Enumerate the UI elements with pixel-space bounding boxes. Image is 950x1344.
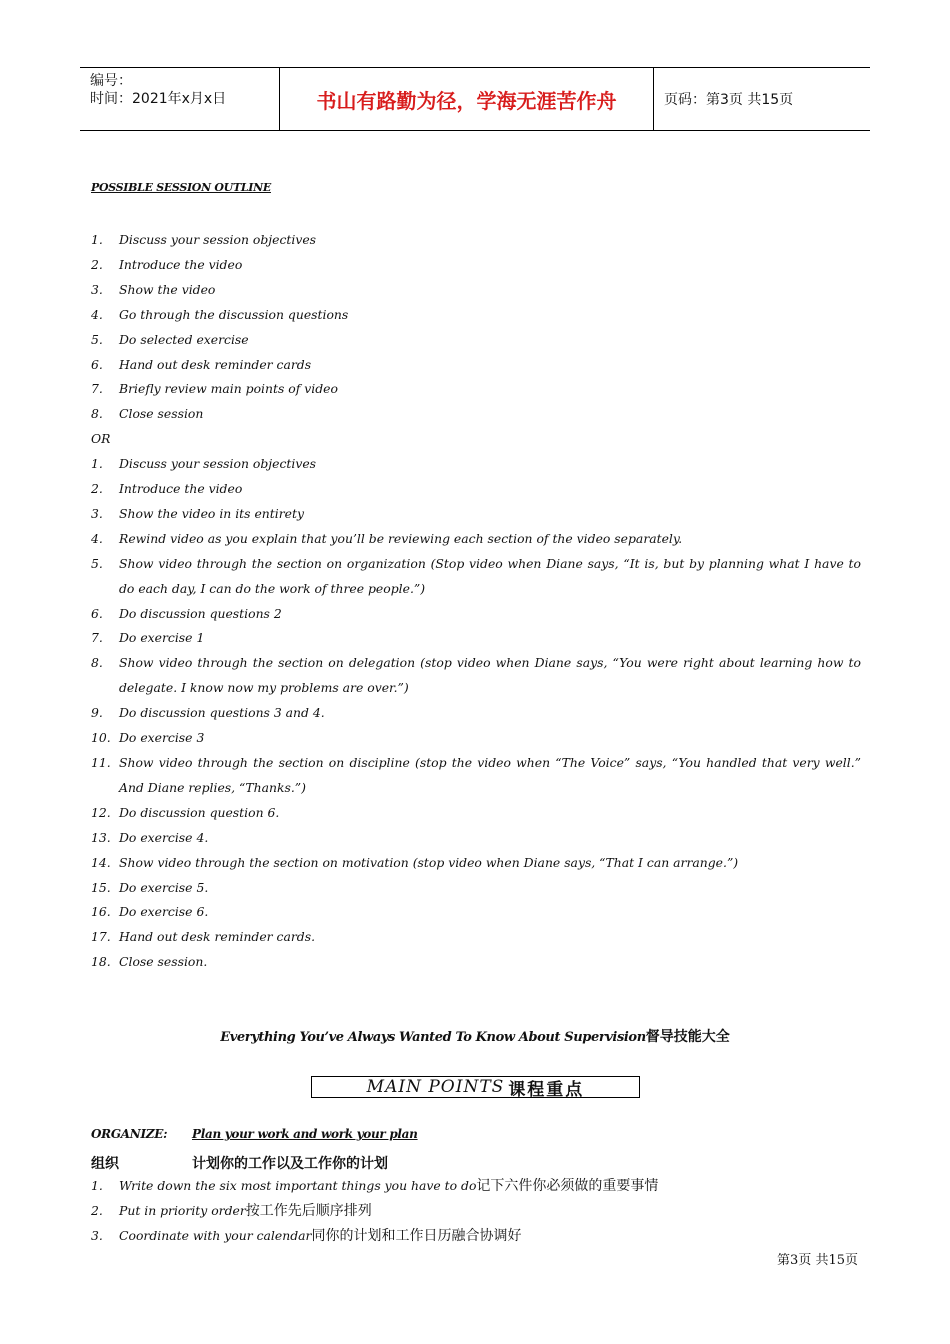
list-item-number: 13.	[91, 829, 111, 845]
list-item	[91, 1174, 658, 1199]
supervision-title-cn: 督导技能大全	[645, 1029, 730, 1045]
list-item-text: Do exercise 6.	[119, 904, 209, 920]
list-item-number: 3.	[91, 281, 103, 297]
list-item-number: 2.	[91, 481, 103, 497]
list-item-number: 18.	[91, 954, 111, 970]
list-item	[91, 502, 861, 527]
list-item-text: Show video through the section on motivation (stop video when Diane says, “That I can arrange.”)	[119, 854, 739, 870]
organize-text: Plan your work and work your plan	[192, 1127, 418, 1141]
list-item-number: 17.	[91, 929, 111, 945]
organize-text-cn: 计划你的工作以及工作你的计划	[192, 1156, 388, 1172]
list-item-number: 5.	[91, 555, 103, 571]
session-outline-title: POSSIBLE SESSION OUTLINE	[91, 181, 271, 194]
list-item-text: Introduce the video	[119, 256, 243, 272]
list-item-text-en: Coordinate with your calendar	[119, 1227, 312, 1243]
list-item-text: Show video through the section on delegation (stop video when Diane says, “You were right about learning how to delegate. I know now my problems are over.”)	[119, 655, 861, 696]
organize-label-cn: 组织	[91, 1156, 119, 1172]
list-item	[91, 402, 861, 427]
list-item-text-en: Put in priority order	[119, 1202, 246, 1218]
list-item-text: Do discussion questions 3 and 4.	[119, 705, 325, 721]
list-item	[91, 651, 861, 701]
list-item	[91, 328, 861, 353]
list-item-number: 12.	[91, 804, 111, 820]
list-item	[91, 701, 861, 726]
list-item-number: 1.	[91, 456, 103, 472]
session-outline	[91, 228, 861, 975]
list-item-number: 15.	[91, 879, 111, 895]
list-item	[91, 826, 861, 851]
main-points-en: MAIN POINTS	[366, 1077, 505, 1097]
list-item-text: Do selected exercise	[119, 331, 249, 347]
list-item	[91, 950, 861, 975]
list-item-number: 3.	[91, 505, 103, 521]
document-number-label: 编号：	[90, 73, 132, 89]
list-item-text: Introduce the video	[119, 481, 243, 497]
list-item-number: 9.	[91, 705, 103, 721]
list-item-text: Rewind video as you explain that you’ll be reviewing each section of the video separately.	[119, 530, 683, 546]
list-item	[91, 452, 861, 477]
list-item-text: Show video through the section on discipline (stop the video when “The Voice” says, “You handled that very well.” And Diane replies, “Thanks.”)	[119, 755, 861, 795]
list-item	[91, 626, 861, 651]
list-item-number: 8.	[91, 406, 103, 422]
list-item-number: 8.	[91, 655, 103, 671]
supervision-title	[0, 1026, 950, 1046]
list-item-text: Do exercise 1	[119, 630, 205, 646]
list-item	[91, 925, 861, 950]
outline-list-b	[91, 452, 861, 975]
list-item	[91, 377, 861, 402]
list-item-number: 6.	[91, 356, 103, 372]
organize-heading-cn	[91, 1153, 388, 1173]
list-item-text: Do discussion questions 2	[119, 605, 282, 621]
list-item	[91, 228, 861, 253]
list-item-number: 16.	[91, 904, 111, 920]
list-item	[91, 552, 861, 602]
list-item-text: Show the video in its entirety	[119, 505, 304, 521]
list-item-text: Show the video	[119, 281, 216, 297]
list-item	[91, 303, 861, 328]
list-item-text: Discuss your session objectives	[119, 456, 317, 472]
document-time: 时间：2021年x月x日	[90, 91, 227, 107]
list-item	[91, 876, 861, 901]
list-item	[91, 602, 861, 627]
page-header	[80, 67, 870, 131]
list-item-text: Do exercise 5.	[119, 879, 209, 895]
list-item	[91, 278, 861, 303]
list-item-text: Do discussion question 6.	[119, 804, 280, 820]
list-item-text: Do exercise 4.	[119, 829, 209, 845]
list-item-number: 6.	[91, 605, 103, 621]
list-item	[91, 1224, 658, 1249]
list-item	[91, 751, 861, 801]
list-item-number: 10.	[91, 730, 111, 746]
header-page-info: 页码：第3页 共15页	[664, 92, 794, 108]
list-item-text: Close session.	[119, 954, 208, 970]
list-item-text: Discuss your session objectives	[119, 232, 317, 247]
list-item-number: 4.	[91, 530, 103, 546]
list-item	[91, 527, 861, 552]
header-meta	[80, 68, 280, 130]
list-item	[91, 477, 861, 502]
list-item-text: Briefly review main points of video	[119, 381, 338, 397]
header-motto: 书山有路勤为径，学海无涯苦作舟	[280, 68, 654, 130]
list-item-text: Hand out desk reminder cards	[119, 356, 312, 372]
list-item-number: 1.	[91, 1178, 103, 1193]
main-points-cn: 课程重点	[508, 1079, 585, 1100]
list-item-text: Go through the discussion questions	[119, 306, 349, 322]
list-item-text: Do exercise 3	[119, 730, 205, 746]
list-item	[91, 900, 861, 925]
organize-label: ORGANIZE:	[91, 1127, 168, 1141]
supervision-title-en: Everything You’ve Always Wanted To Know About Supervision	[220, 1030, 646, 1045]
list-item-text: Hand out desk reminder cards.	[119, 929, 316, 945]
list-item-number: 5.	[91, 331, 103, 347]
organize-list	[91, 1174, 658, 1249]
organize-heading	[91, 1127, 418, 1141]
list-item-number: 7.	[91, 630, 103, 646]
list-item-text: Show video through the section on organization (Stop video when Diane says, “It is, but by planning what I have to do each day, I can do the work of three people.”)	[119, 555, 861, 596]
list-item-number: 14.	[91, 854, 111, 870]
list-item-number: 7.	[91, 381, 103, 397]
or-label: OR	[91, 431, 111, 447]
list-item-text-cn: 记下六件你必须做的重要事情	[476, 1178, 659, 1194]
list-item	[91, 801, 861, 826]
list-item-text-en: Write down the six most important things you have to do	[119, 1178, 477, 1193]
list-item-number: 2.	[91, 256, 103, 272]
outline-list-a	[91, 228, 861, 427]
list-item-number: 3.	[91, 1227, 103, 1243]
list-item-text: Close session	[119, 406, 204, 422]
list-item-text-cn: 同你的计划和工作日历融合协调好	[311, 1227, 522, 1244]
list-item	[91, 253, 861, 278]
list-item-number: 11.	[91, 755, 111, 771]
list-item-number: 1.	[91, 232, 103, 247]
list-item-number: 2.	[91, 1202, 103, 1218]
list-item-text-cn: 按工作先后顺序排列	[245, 1202, 372, 1219]
main-points-heading	[311, 1076, 640, 1098]
list-item	[91, 353, 861, 378]
list-item-number: 4.	[91, 306, 103, 322]
list-item	[91, 851, 861, 876]
list-item	[91, 726, 861, 751]
list-item	[91, 1199, 658, 1224]
page-footer: 第3页 共15页	[777, 1253, 858, 1268]
